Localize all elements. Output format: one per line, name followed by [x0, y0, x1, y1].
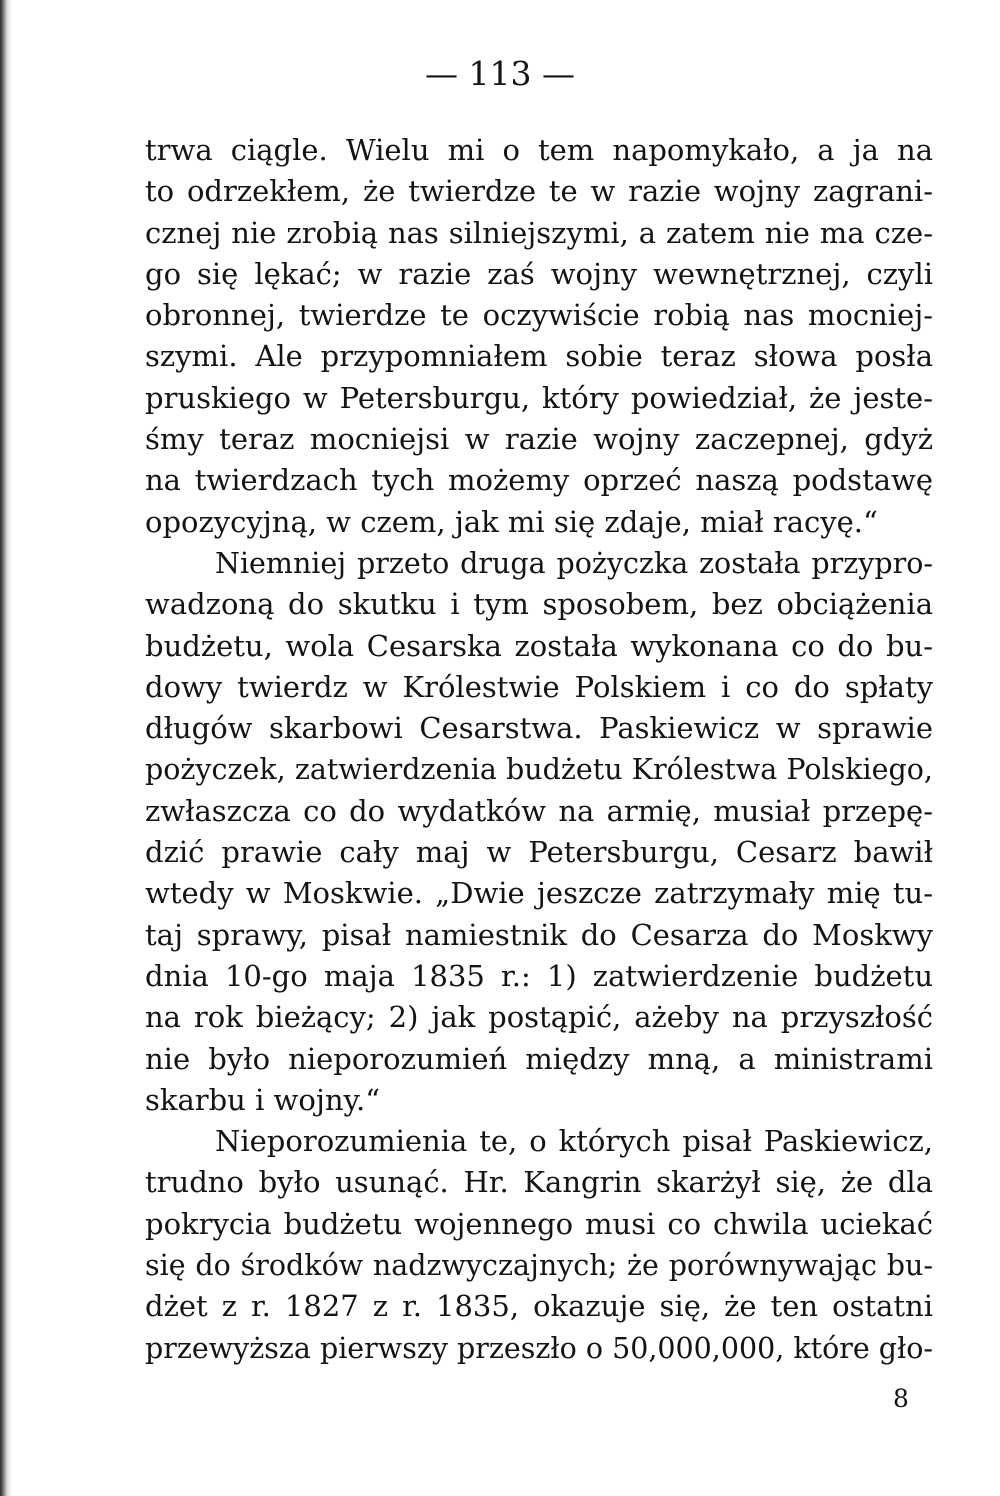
body-text	[145, 130, 933, 1369]
text-line: obronnej, twierdze te oczywiście robią nas mocniej-	[145, 298, 933, 333]
text-line: go się lękać; w razie zaś wojny wewnętrznej, czyli	[145, 256, 933, 291]
text-line: długów skarbowi Cesarstwa. Paskiewicz w sprawie	[145, 711, 933, 746]
text-line: to odrzekłem, że twierdze te w razie wojny zagrani-	[145, 174, 933, 209]
paragraph-end-line: skarbu i wojny.“	[145, 1082, 381, 1117]
text-line: się do środków nadzwyczajnych; że porównywając bu-	[145, 1249, 933, 1283]
signature-mark: 8	[893, 1384, 909, 1413]
text-line: nie było nieporozumień między mną, a ministrami	[145, 1041, 933, 1076]
page-number-header: — 113 —	[425, 54, 575, 93]
paragraph-start-line: Nieporozumienia te, o których pisał Paskiewicz,	[215, 1124, 933, 1159]
text-line: dnia 10-go maja 1835 r.: 1) zatwierdzenie budżetu	[145, 958, 933, 993]
paragraph-start-line: Niemniej przeto druga pożyczka została przypro-	[215, 546, 933, 580]
text-line: pożyczek, zatwierdzenia budżetu Królestwa Polskiego,	[145, 753, 933, 787]
page-binding-edge	[0, 0, 12, 1496]
text-line: szymi. Ale przypomniałem sobie teraz słowa posła	[145, 339, 933, 374]
text-line: wtedy w Moskwie. „Dwie jeszcze zatrzymały mię tu-	[145, 876, 933, 911]
text-line: wadzoną do skutku i tym sposobem, bez obciążenia	[145, 587, 933, 622]
text-line: na rok bieżący; 2) jak postąpić, ażeby na przyszłość	[145, 1000, 933, 1035]
text-line: pruskiego w Petersburgu, który powiedział, że jeste-	[145, 380, 933, 415]
text-line: pokrycia budżetu wojennego musi co chwila uciekać	[145, 1206, 933, 1241]
text-line: trwa ciągle. Wielu mi o tem napomykało, a ja na	[145, 133, 933, 167]
text-line: dowy twierdz w Królestwie Polskiem i co do spłaty	[145, 669, 933, 704]
text-line: cznej nie zrobią nas silniejszymi, a zatem nie ma cze-	[145, 215, 933, 250]
text-line: taj sprawy, pisał namiestnik do Cesarza do Moskwy	[145, 917, 933, 952]
text-line: budżetu, wola Cesarska została wykonana co do bu-	[145, 628, 933, 663]
text-line: przewyższa pierwszy przeszło o 50,000,000, które gło-	[145, 1331, 934, 1365]
text-line: na twierdzach tych możemy oprzeć naszą podstawę	[145, 463, 933, 498]
text-line: dżet z r. 1827 z r. 1835, okazuje się, że ten ostatni	[145, 1289, 933, 1324]
text-line: dzić prawie cały maj w Petersburgu, Cesarz bawił	[145, 835, 933, 870]
paragraph-end-line: opozycyjną, w czem, jak mi się zdaje, miał racyę.“	[145, 504, 878, 539]
text-line: śmy teraz mocniejsi w razie wojny zaczepnej, gdyż	[145, 422, 933, 457]
text-line: trudno było usunąć. Hr. Kangrin skarżył się, że dla	[145, 1165, 933, 1200]
text-line: zwłaszcza co do wydatków na armię, musiał przepę-	[145, 793, 933, 828]
